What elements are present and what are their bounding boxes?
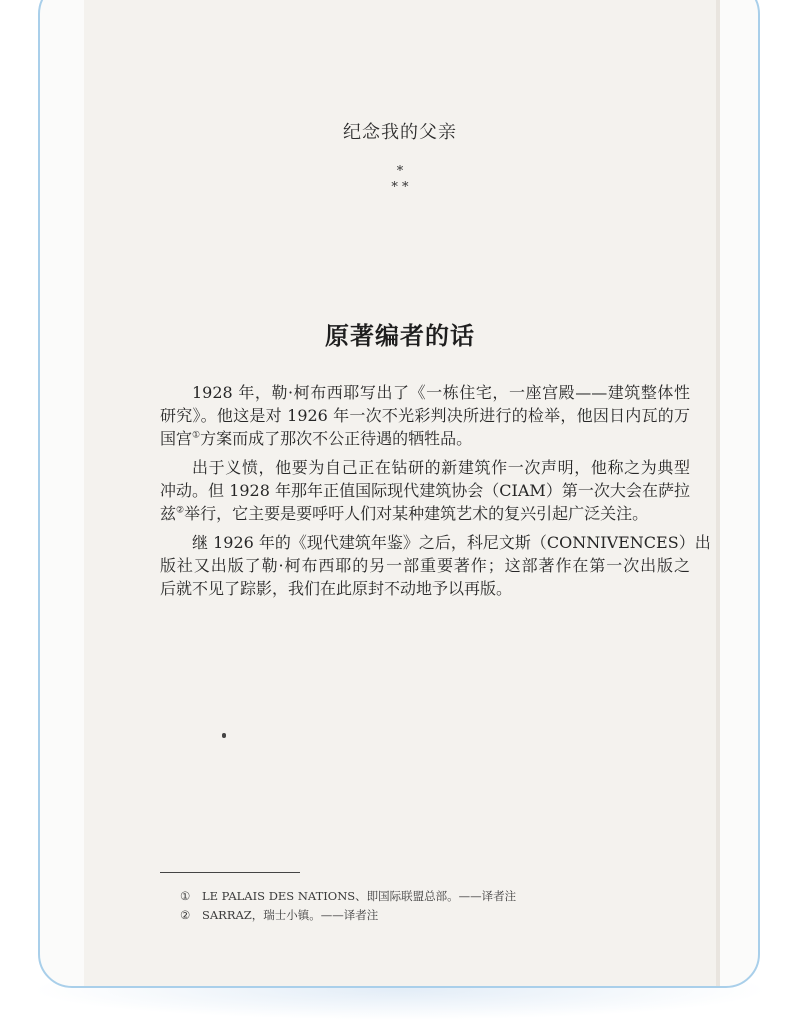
text-span: 举行，它主要是要呼吁人们对某种建筑艺术的复兴引起广泛关注。	[184, 504, 649, 523]
asterism-bottom: * *	[391, 180, 409, 195]
text-line	[160, 502, 690, 525]
text-span: 国宫	[160, 429, 193, 448]
text-span: 兹	[160, 504, 177, 523]
footnote-text: LE PALAIS DES NATIONS、即国际联盟总部。——译者注	[202, 889, 517, 903]
footnotes	[180, 887, 516, 925]
asterism	[0, 164, 800, 196]
page-edge	[716, 0, 720, 988]
text-line: 冲动。但 1928 年那年正值国际现代建筑协会（CIAM）第一次大会在萨拉	[160, 481, 690, 500]
text-span: 方案而成了那次不公正待遇的牺牲品。	[200, 429, 473, 448]
footnote-text: SARRAZ，瑞士小镇。——译者注	[202, 908, 379, 922]
footnote-rule	[160, 872, 300, 873]
asterism-top: *	[396, 164, 404, 179]
footnote-ref[interactable]: ②	[176, 505, 185, 516]
footnote	[180, 906, 516, 925]
section-title: 原著编者的话	[325, 322, 475, 350]
text-line: 后就不见了踪影，我们在此原封不动地予以再版。	[160, 579, 513, 598]
scan-speck	[222, 733, 226, 738]
text-line	[160, 427, 690, 450]
footnote	[180, 887, 516, 906]
footnote-ref[interactable]: ①	[192, 430, 201, 441]
footnote-mark: ②	[180, 908, 191, 922]
text-line: 研究》。他这是对 1926 年一次不光彩判决所进行的检举，他因日内瓦的万	[160, 406, 690, 425]
dedication: 纪念我的父亲	[343, 122, 457, 143]
footnote-mark: ①	[180, 889, 191, 903]
text-line: 版社又出版了勒·柯布西耶的另一部重要著作；这部著作在第一次出版之	[160, 556, 690, 575]
body-text	[160, 381, 711, 600]
text-line: 1928 年，勒·柯布西耶写出了《一栋住宅，一座宫殿——建筑整体性	[192, 383, 690, 402]
text-line: 继 1926 年的《现代建筑年鉴》之后，科尼文斯（CONNIVENCES）出	[192, 533, 711, 552]
text-line: 出于义愤，他要为自己正在钻研的新建筑作一次声明，他称之为典型	[192, 458, 690, 477]
